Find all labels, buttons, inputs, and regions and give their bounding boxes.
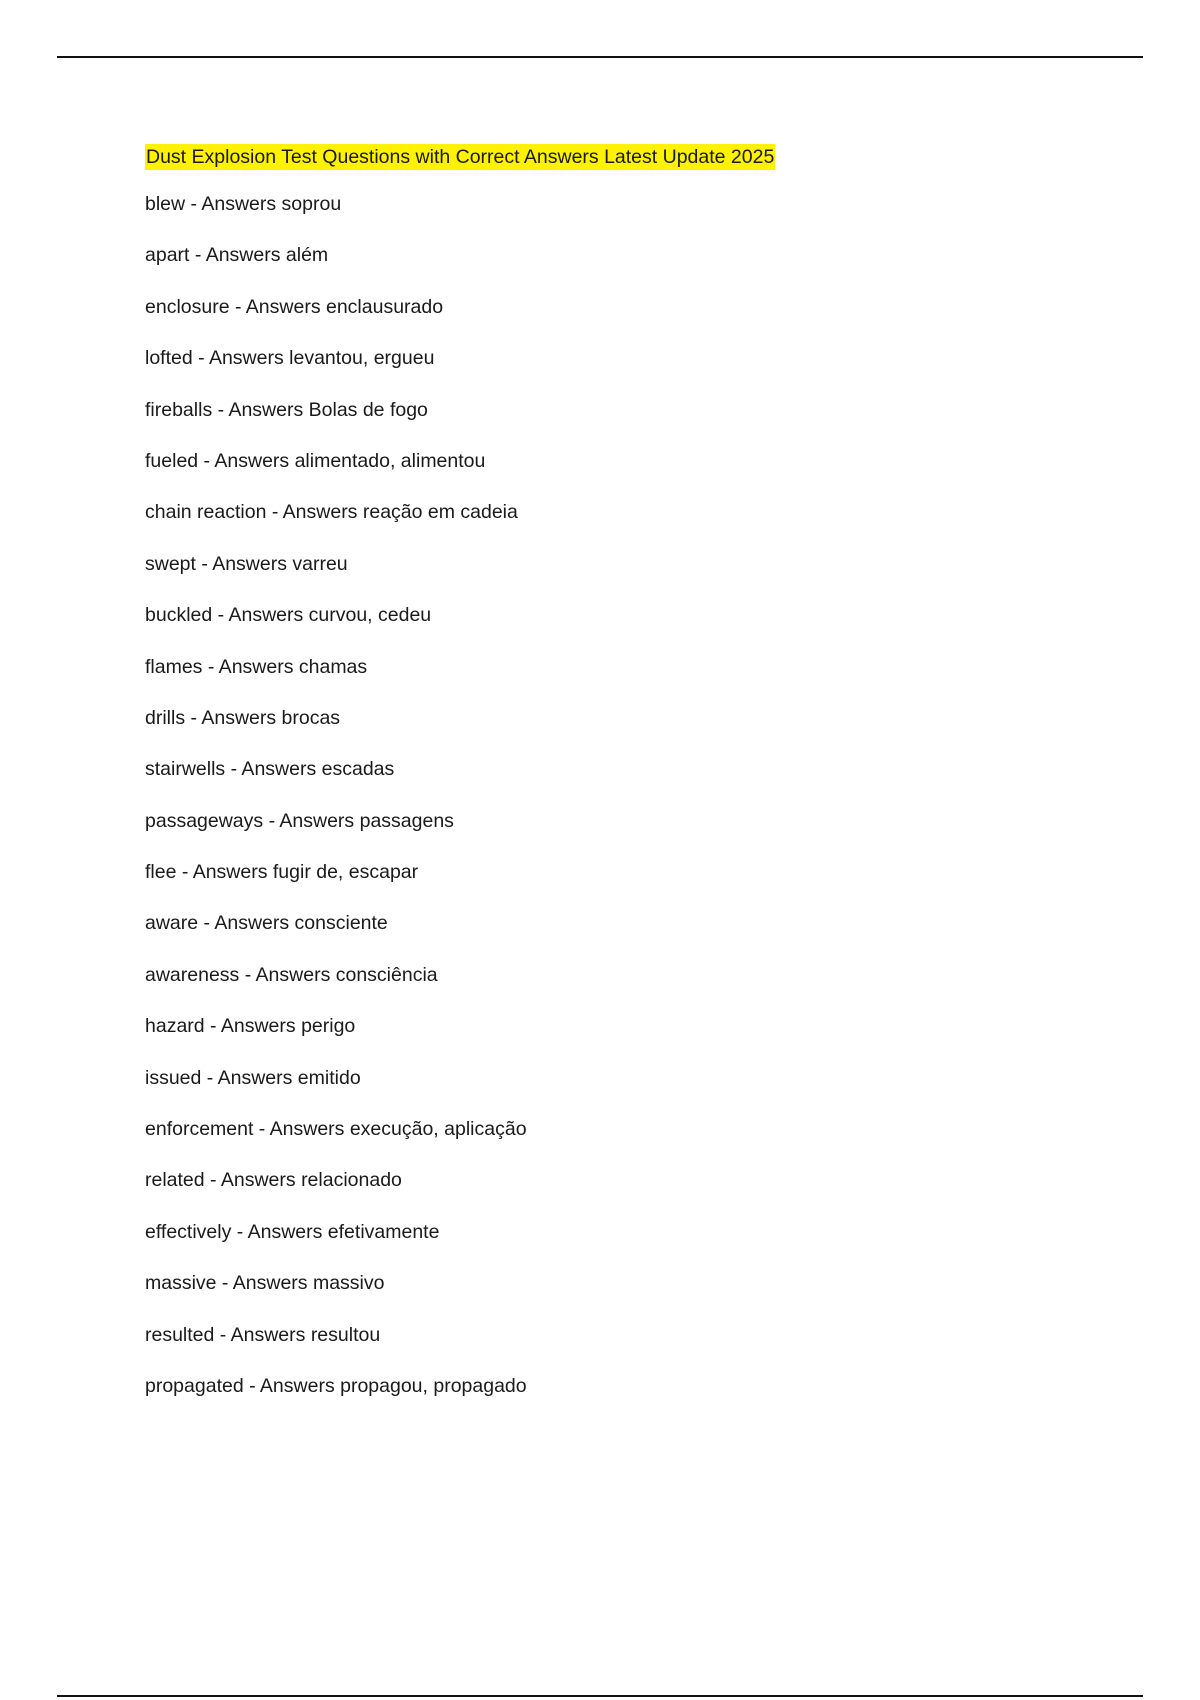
list-item: buckled - Answers curvou, cedeu — [145, 604, 432, 627]
list-item: propagated - Answers propagou, propagado — [145, 1374, 527, 1397]
list-item: apart - Answers além — [145, 244, 329, 267]
list-item: awareness - Answers consciência — [145, 963, 438, 986]
list-item: fireballs - Answers Bolas de fogo — [145, 398, 428, 421]
document-body — [145, 144, 1105, 1424]
list-item: lofted - Answers levantou, ergueu — [145, 347, 435, 370]
list-item: flames - Answers chamas — [145, 655, 368, 678]
list-item: massive - Answers massivo — [145, 1272, 385, 1295]
header-rule — [57, 56, 1143, 58]
list-item: enclosure - Answers enclausurado — [145, 295, 444, 318]
list-item: resulted - Answers resultou — [145, 1323, 381, 1346]
list-item: swept - Answers varreu — [145, 552, 348, 575]
list-item: aware - Answers consciente — [145, 912, 388, 935]
list-item: chain reaction - Answers reação em cadeia — [145, 501, 518, 524]
entry-list — [145, 191, 1105, 1424]
document-title: Dust Explosion Test Questions with Correct Answers Latest Update 2025 — [146, 146, 775, 168]
list-item: passageways - Answers passagens — [145, 809, 454, 832]
list-item: hazard - Answers perigo — [145, 1015, 356, 1038]
list-item: fueled - Answers alimentado, alimentou — [145, 449, 486, 472]
list-item: blew - Answers soprou — [145, 193, 342, 215]
list-item: enforcement - Answers execução, aplicação — [145, 1118, 527, 1141]
list-item: flee - Answers fugir de, escapar — [145, 861, 419, 884]
list-item: effectively - Answers efetivamente — [145, 1220, 440, 1243]
list-item: stairwells - Answers escadas — [145, 758, 395, 781]
footer-rule — [57, 1695, 1143, 1697]
list-item: drills - Answers brocas — [145, 706, 341, 729]
list-item: issued - Answers emitido — [145, 1066, 361, 1089]
list-item: related - Answers relacionado — [145, 1169, 402, 1192]
